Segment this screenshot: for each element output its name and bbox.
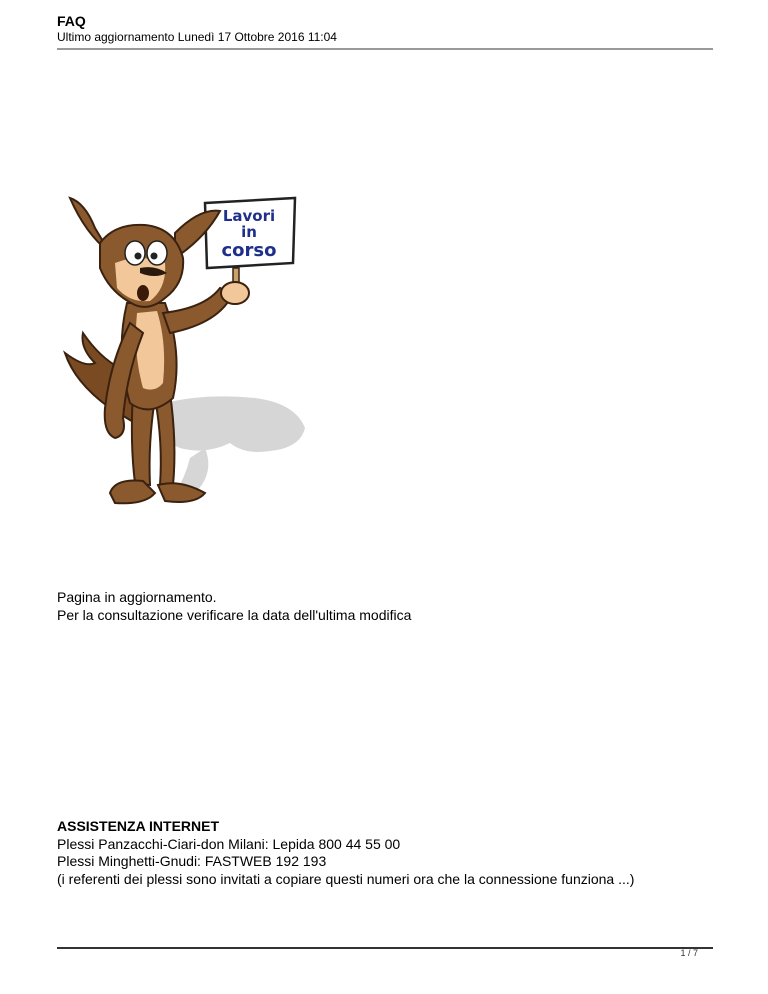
support-line1: Plessi Panzacchi-Ciari-don Milani: Lepida 800 44 55 00 [57, 835, 401, 852]
shadow [162, 396, 305, 497]
internet-support-section [57, 818, 634, 888]
sign-text-line3: corso [221, 240, 277, 261]
support-line3: (i referenti dei plessi sono invitati a copiare questi numeri ora che la connessione funziona ...) [57, 870, 635, 887]
coyote-head [70, 198, 220, 307]
hand [221, 282, 249, 304]
sign-text-line1: Lavori [222, 207, 276, 225]
page-number: 1 / 7 [680, 948, 698, 958]
notice-line1: Pagina in aggiornamento. [57, 589, 217, 605]
under-construction-illustration [55, 193, 315, 518]
sign-text-line2: in [241, 223, 257, 241]
header-divider [57, 48, 713, 50]
page-title: FAQ [57, 13, 86, 29]
support-heading: ASSISTENZA INTERNET [57, 818, 220, 834]
sign-board [205, 198, 295, 268]
notice-line2: Per la consultazione verificare la data dell'ultima modifica [57, 607, 412, 623]
support-line2: Plessi Minghetti-Gnudi: FASTWEB 192 193 [57, 853, 327, 869]
page-header [57, 13, 713, 45]
last-updated: Ultimo aggiornamento Lunedì 17 Ottobre 2016 11:04 [57, 30, 337, 44]
update-notice [57, 588, 411, 624]
footer-divider [57, 947, 713, 949]
